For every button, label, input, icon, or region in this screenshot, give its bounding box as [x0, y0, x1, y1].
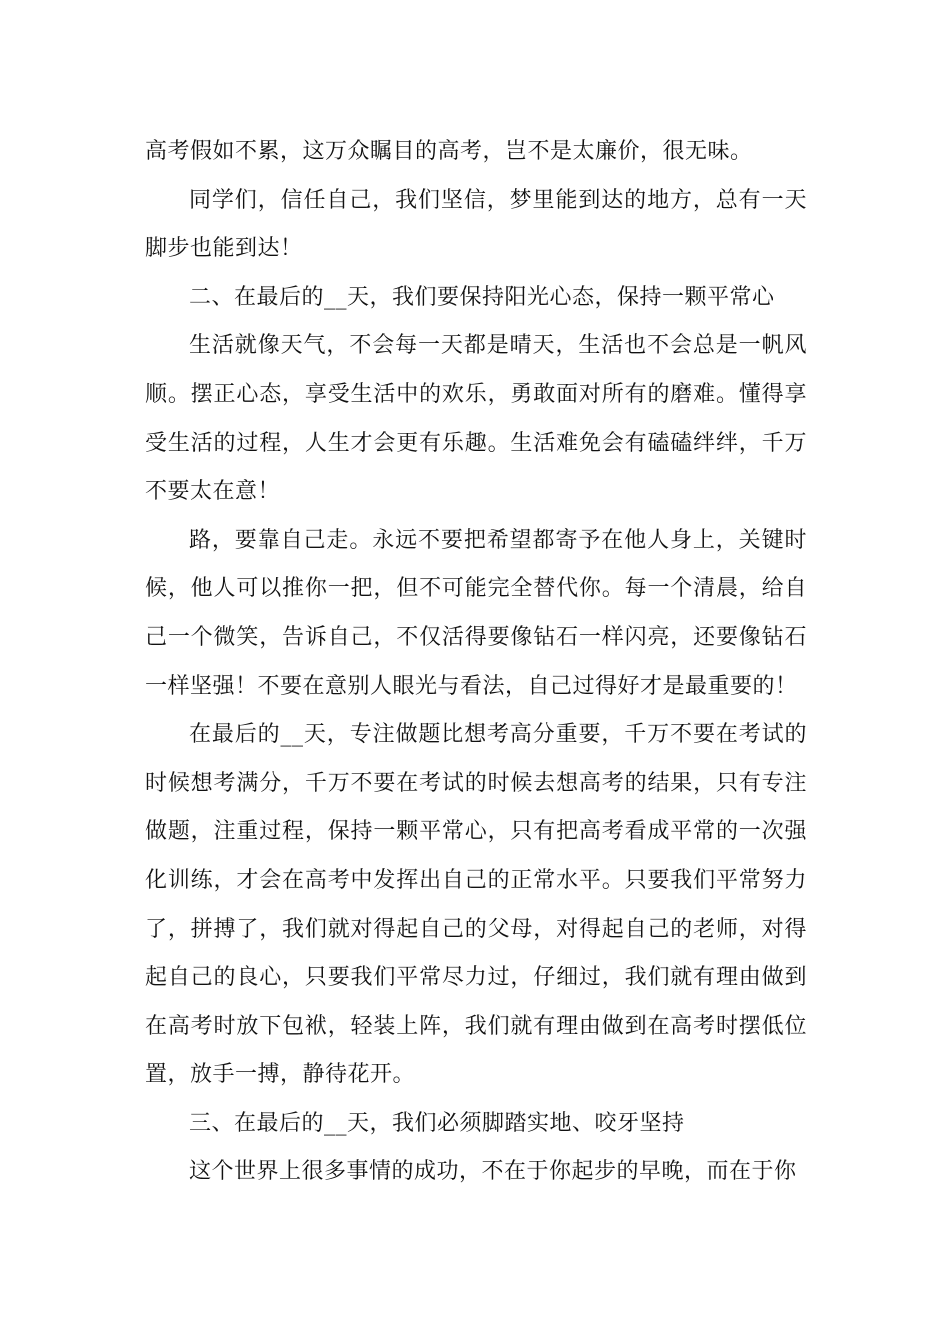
paragraph-4: 路，要靠自己走。永远不要把希望都寄予在他人身上，关键时候，他人可以推你一把，但不可能完全替代你。每一个清晨，给自己一个微笑，告诉自己，不仅活得要像钻石一样闪亮，还要像钻石一样坚强！不要在意别人眼光与看法，自己过得好才是最重要的！	[145, 527, 807, 699]
paragraph-3: 生活就像天气，不会每一天都是晴天，生活也不会总是一帆风顺。摆正心态，享受生活中的欢乐，勇敢面对所有的磨难。懂得享受生活的过程，人生才会更有乐趣。生活难免会有磕磕绊绊，千万不要太在意！	[145, 333, 807, 505]
document-body	[145, 128, 807, 1197]
section-heading-3: 三、在最后的__天，我们必须脚踏实地、咬牙坚持	[189, 1110, 685, 1136]
section-heading-2: 二、在最后的__天，我们要保持阳光心态，保持一颗平常心	[189, 284, 775, 310]
paragraph-5: 在最后的__天，专注做题比想考高分重要，千万不要在考试的时候想考满分，千万不要在考试的时候去想高考的结果，只有专注做题，注重过程，保持一颗平常心，只有把高考看成平常的一次强化训练，才会在高考中发挥出自己的正常水平。只要我们平常努力了，拼搏了，我们就对得起自己的父母，对得起自己的老师，对得起自己的良心，只要我们平常尽力过，仔细过，我们就有理由做到在高考时放下包袱，轻装上阵，我们就有理由做到在高考时摆低位置，放手一搏，静待花开。	[145, 722, 807, 1088]
paragraph-6: 这个世界上很多事情的成功，不在于你起步的早晚，而在于你	[189, 1159, 797, 1185]
paragraph-1: 高考假如不累，这万众瞩目的高考，岂不是太廉价，很无味。	[145, 139, 753, 164]
paragraph-2: 同学们，信任自己，我们坚信，梦里能到达的地方，总有一天脚步也能到达！	[145, 187, 807, 262]
